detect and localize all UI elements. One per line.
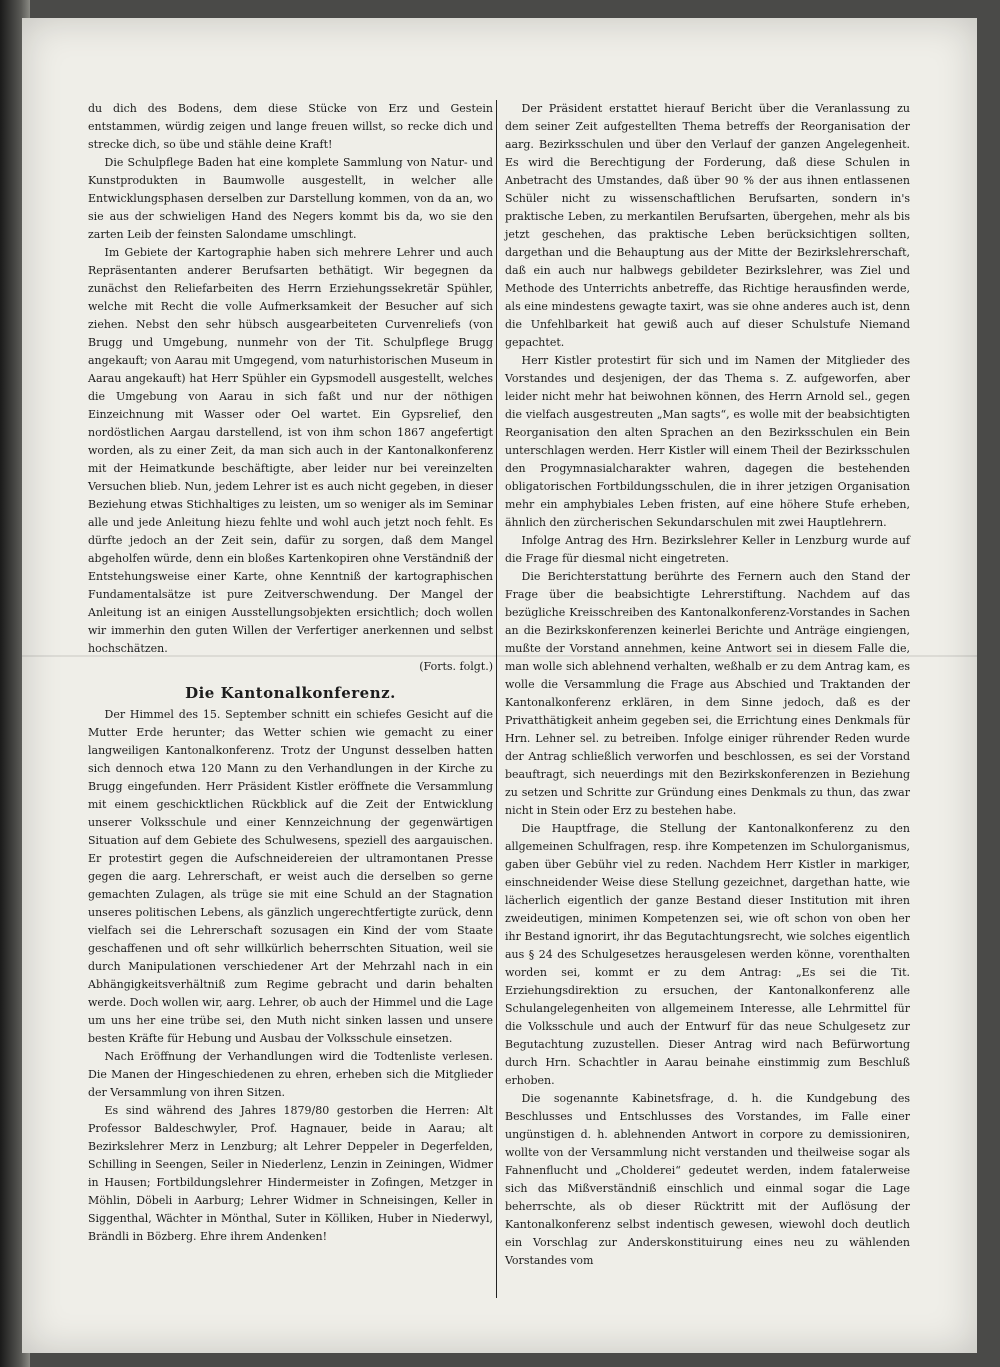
column-divider: [496, 100, 497, 1298]
paragraph: Herr Kistler protestirt für sich und im Namen der Mitglieder des Vorstandes und desjenigen, der das Thema s. Z. aufgeworfen, aber leider nicht mehr hat beiwohnen können, des Herrn Arnold sel., gegen die vielfach ausgestreuten „Man sagts“, es wolle mit der beabsichtigten Reorganisation den alten Sprachen an den Bezirksschulen ein Bein unterschlagen werden. Herr Kistler will einem Theil der Bezirksschulen den Progymnasialcharakter wahren, dagegen die bestehenden obligatorischen Fortbildungsschulen, die in ihrer jetzigen Organisation mehr ein amphybiales Leben fristen, auf eine höhere Stufe erheben, ähnlich den zürcherischen Sekundarschulen mit zwei Hauptlehrern.: [505, 354, 910, 529]
paragraph: Nach Eröffnung der Verhandlungen wird die Todtenliste verlesen. Die Manen der Hingeschiedenen zu ehren, erheben sich die Mitglieder der Versammlung von ihren Sitzen.: [88, 1050, 493, 1099]
paragraph: Die sogenannte Kabinetsfrage, d. h. die Kundgebung des Beschlusses und Entschlusses des Vorstandes, im Falle einer ungünstigen d. h. ablehnenden Antwort in corpore zu demissioniren, wollte von der Versammlung nicht verstanden und theilweise sogar als Fahnenflucht und „Cholderei“ gedeutet werden, indem fatalerweise sich das Mißverständniß einschlich und einmal sogar die Lage beherrschte, als ob dieser Rücktritt mit der Auflösung der Kantonalkonferenz selbst indentisch gewesen, wiewohl doch deutlich ein Vorschlag zur Anderskonstituirung eines neu zu wählenden Vorstandes vom: [505, 1092, 910, 1267]
paragraph: Im Gebiete der Kartographie haben sich mehrere Lehrer und auch Repräsentanten anderer Berufsarten bethätigt. Wir begegnen da zunächst den Reliefarbeiten des Herrn Erziehungssekretär Spühler, welche mit Recht die volle Aufmerksamkeit der Besucher auf sich ziehen. Nebst den sehr hübsch ausgearbeiteten Curvenreliefs (von Brugg und Umgebung, nunmehr von der Tit. Schulpflege Brugg angekauft; von Aarau mit Umgegend, vom naturhistorischen Museum in Aarau angekauft) hat Herr Spühler ein Gypsmodell ausgestellt, welches die Umgebung von Aarau in sich faßt und nur der nöthigen Einzeichnung mit Wasser oder Oel wartet. Ein Gypsrelief, den nordöstlichen Aargau darstellend, ist von ihm schon 1867 angefertigt worden, als zu einer Zeit, da man sich auch in der Kantonalkonferenz mit der Heimatkunde beschäftigte, aber leider nur bei vereinzelten Versuchen blieb. Nun, jedem Lehrer ist es auch nicht gegeben, in dieser Beziehung etwas Stichhaltiges zu leisten, um so weniger als im Seminar alle und jede Anleitung hiezu fehlte und wohl auch jetzt noch fehlt. Es dürfte jedoch an der Zeit sein, dafür zu sorgen, daß dem Mangel abgeholfen würde, denn ein bloßes Kartenkopiren ohne Verständniß der Entstehungsweise einer Karte, ohne Kenntniß der kartographischen Fundamentalsätze ist pure Zeitverschwendung. Der Mangel der Anleitung ist an einigen Ausstellungsobjekten ersichtlich; doch wollen wir immerhin den guten Willen der Verfertiger anerkennen und selbst hochschätzen.: [88, 246, 493, 655]
paragraph: du dich des Bodens, dem diese Stücke von Erz und Gestein entstammen, würdig zeigen und lange freuen willst, so recke dich und strecke dich, so übe und stähle deine Kraft!: [88, 102, 493, 151]
paragraph: Es sind während des Jahres 1879/80 gestorben die Herren: Alt Professor Baldeschwyler, Prof. Hagnauer, beide in Aarau; alt Bezirkslehrer Merz in Lenzburg; alt Lehrer Deppeler in Degerfelden, Schilling in Seengen, Seiler in Niederlenz, Lenzin in Zeiningen, Widmer in Hausen; Fortbildungslehrer Hindermeister in Zofingen, Metzger in Möhlin, Döbeli in Aarburg; Lehrer Widmer in Schneisingen, Keller in Siggenthal, Wächter in Mönthal, Suter in Kölliken, Huber in Niederwyl, Brändli in Bözberg. Ehre ihrem Andenken!: [88, 1104, 493, 1243]
paragraph: Infolge Antrag des Hrn. Bezirkslehrer Keller in Lenzburg wurde auf die Frage für diesmal nicht eingetreten.: [505, 534, 910, 565]
paragraph: Die Schulpflege Baden hat eine komplete Sammlung von Natur- und Kunstprodukten in Baumwolle ausgestellt, in welcher alle Entwicklungsphasen derselben zur Darstellung kommen, von da an, wo sie aus der schwieligen Hand des Negers kommt bis da, wo sie den zarten Leib der feinsten Salondame umschlingt.: [88, 156, 493, 241]
section-heading: Die Kantonalkonferenz.: [185, 684, 396, 702]
paragraph: Die Berichterstattung berührte des Fernern auch den Stand der Frage über die beabsichtigte Lehrerstiftung. Nachdem auf das bezügliche Kreisschreiben des Kantonalkonferenz-Vorstandes in Sachen an die Bezirkskonferenzen keinerlei Berichte und Anträge eingiengen, mußte der Vorstand annehmen, keine Antwort sei in diesem Falle die, man wolle sich ablehnend verhalten, weßhalb er zu dem Antrag kam, es wolle die Versammlung die Frage aus Abschied und Traktanden der Kantonalkonferenz erklären, in dem Sinne jedoch, daß es der Privatthätigkeit anheim gegeben sei, die Errichtung eines Denkmals für Hrn. Lehner sel. zu betreiben. Infolge einiger rührender Reden wurde der Antrag schließlich verworfen und beschlossen, es sei der Vorstand beauftragt, sich neuerdings mit den Bezirkskonferenzen in Beziehung zu setzen und Schritte zur Gründung eines Denkmals zu thun, das zwar nicht in Stein oder Erz zu bestehen habe.: [505, 570, 910, 817]
continuation-note: (Forts. folgt.): [419, 660, 493, 673]
paragraph: Die Hauptfrage, die Stellung der Kantonalkonferenz zu den allgemeinen Schulfragen, resp. ihre Kompetenzen im Schulorganismus, gaben über Gebühr viel zu reden. Nachdem Herr Kistler in markiger, einschneidender Weise diese Stellung gezeichnet, dargethan hatte, wie lächerlich eigentlich der ganze Bestand dieser Institution mit ihren zweideutigen, minimen Kompetenzen sei, wie oft schon von oben her ihr Bestand ignorirt, ihr das Begutachtungsrecht, wie solches eigentlich aus § 24 des Schulgesetzes herausgelesen werden könne, vorenthalten worden sei, kommt er zu dem Antrag: „Es sei die Tit. Erziehungsdirektion zu ersuchen, der Kantonalkonferenz alle Schulangelegenheiten von allgemeinem Interesse, alle Lehrmittel für die Volksschule und auch der Entwurf für das neue Schulgesetz zur Begutachtung zuzustellen. Dieser Antrag wird nach Befürwortung durch Hrn. Schachtler in Aarau beinahe einstimmig zum Beschluß erhoben.: [505, 822, 910, 1087]
left-column: [88, 100, 493, 1246]
paragraph: Der Himmel des 15. September schnitt ein schiefes Gesicht auf die Mutter Erde herunter; das Wetter schien wie gemacht zu einer langweiligen Kantonalkonferenz. Trotz der Ungunst desselben hatten sich dennoch etwa 120 Mann zu den Verhandlungen in der Kirche zu Brugg eingefunden. Herr Präsident Kistler eröffnete die Versammlung mit einem geschicktlichen Rückblick auf die Zeit der Entwicklung unserer Volksschule und einer Kennzeichnung der gegenwärtigen Situation auf dem Gebiete des Schulwesens, speziell des aargauischen. Er protestirt gegen die Aufschneidereien der ultramontanen Presse gegen die aarg. Lehrerschaft, er weist auch die derselben so gerne gemachten Zulagen, als trüge sie mit eine Schuld an der Stagnation unseres politischen Lebens, als gänzlich ungerechtfertigte zurück, denn vielfach sei die Lehrerschaft sozusagen ein Kind der vom Staate geschaffenen und oft sehr willkürlich beherrschten Situation, weil sie durch Manipulationen verschiedener Art der Mehrzahl nach in ein Abhängigkeitsverhältniß zum Regime gebracht und darin behalten werde. Doch wollen wir, aarg. Lehrer, ob auch der Himmel und die Lage um uns her eine trübe sei, den Muth nicht sinken lassen und unsere besten Kräfte für Hebung und Ausbau der Volksschule einsetzen.: [88, 708, 493, 1045]
paragraph: Der Präsident erstattet hierauf Bericht über die Veranlassung zu dem seiner Zeit aufgestellten Thema betreffs der Reorganisation der aarg. Bezirksschulen und über den Verlauf der ganzen Angelegenheit. Es wird die Berechtigung der Forderung, daß diese Schulen in Anbetracht des Umstandes, daß über 90 % der aus ihnen entlassenen Schüler nicht zu wissenschaftlichen Berufsarten, sondern in's praktische Leben, zu merkantilen Berufsarten, übergehen, mehr als bis jetzt geschehen, das praktische Leben berücksichtigen sollten, dargethan und die Behauptung aus der Mitte der Bezirkslehrerschaft, daß ein auch nur halbwegs gebildeter Bezirkslehrer, was Ziel und Methode des Unterrichts anbetreffe, das Richtige herausfinden werde, als eine mindestens gewagte taxirt, was sie ohne anderes auch ist, denn die Unfehlbarkeit hat gewiß auch auf dieser Schulstufe Niemand gepachtet.: [505, 102, 910, 349]
right-column: [505, 100, 910, 1270]
